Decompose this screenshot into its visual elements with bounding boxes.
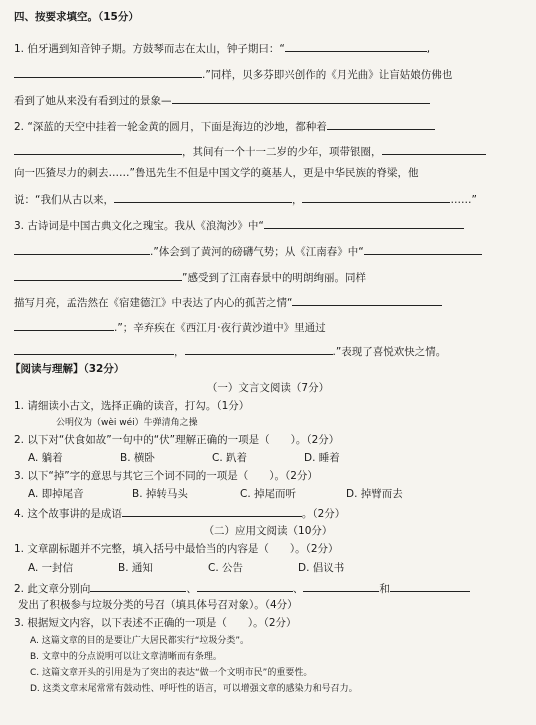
p1-q4-end: 。（2分）: [301, 508, 346, 520]
q2-blank-4[interactable]: [114, 191, 292, 203]
q1-blank-3[interactable]: [172, 92, 430, 104]
p2-q2-blank-2[interactable]: [197, 580, 293, 592]
q3-sep: ，: [174, 346, 185, 358]
p2-q1-option-a[interactable]: A. 一封信: [28, 562, 74, 574]
p1-q2-option-a[interactable]: A. 躺着: [28, 452, 63, 464]
p1-q4-text: 4. 这个故事讲的是成语: [14, 508, 122, 520]
p2-q3-option-b[interactable]: B. 文章中的分点说明可以让文章清晰而有条理。: [30, 652, 222, 662]
q3-line-d: [14, 294, 442, 310]
q2-text-d: 说：“我们从古以来，: [14, 194, 114, 206]
part1-title: （一）文言文阅读（7分）: [206, 382, 330, 394]
p2-q2-sep2: 、: [292, 583, 304, 595]
q2-end: ……”: [450, 194, 477, 206]
reading-header: 【阅读与理解】（32分）: [10, 363, 125, 375]
p1-q3: 3. 以下“掉”字的意思与其它三个词不同的一项是（ ）。（2分）: [14, 470, 318, 482]
q2-blank-5[interactable]: [302, 191, 450, 203]
p1-q1: 1. 请细读小古文，选择正确的读音，打勾。（1分）: [14, 400, 250, 412]
q2-sep: ，: [291, 194, 303, 206]
q3-line-e: [14, 319, 326, 335]
q3-text-d: 描写月亮，孟浩然在《宿建德江》中表达了内心的孤苦之情“: [14, 297, 293, 309]
q3-line-c: [14, 269, 366, 285]
q2-line-c: 向一匹猹尽力的刺去……”鲁迅先生不但是中国文学的奠基人，更是中华民族的脊梁，他: [14, 167, 419, 179]
p1-q2-options: [28, 451, 340, 465]
q1-line-b: [14, 66, 452, 82]
part2-title: （二）应用文阅读（10分）: [203, 525, 333, 537]
q3-blank-1[interactable]: [264, 217, 464, 229]
q2-line-a: [14, 118, 435, 134]
p2-q1-option-c[interactable]: C. 公告: [208, 562, 244, 574]
p1-q3-option-a[interactable]: A. 即掉尾音: [28, 488, 84, 500]
p2-q2-and: 和: [379, 583, 390, 595]
q2-blank-1[interactable]: [327, 118, 435, 130]
p1-q2-option-b[interactable]: B. 横卧: [120, 452, 155, 464]
q1-text-a: 1. 伯牙遇到知音钟子期。方鼓琴而志在太山，钟子期曰：“: [14, 43, 285, 55]
section-header: 四、按要求填空。（15分）: [14, 11, 139, 23]
p1-q2: 2. 以下对“伏食如故”一句中的“伏”理解正确的一项是（ ）。（2分）: [14, 434, 340, 446]
p2-q2-continued: 发出了积极参与垃圾分类的号召（填具体号召对象）。（4分）: [18, 599, 298, 611]
q3-text-e: .”；辛弃疾在《西江月·夜行黄沙道中》里通过: [114, 322, 326, 334]
q3-text-c: ”感受到了江南春景中的明朗绚丽。同样: [182, 272, 366, 284]
p2-q3-option-a[interactable]: A. 这篇文章的目的是要让广大居民都实行“垃圾分类”。: [30, 636, 250, 646]
q1-comma: ,: [426, 43, 431, 55]
q1-line-a: [14, 40, 430, 56]
p1-q3-option-d[interactable]: D. 掉臂而去: [346, 488, 403, 500]
p1-q4: [14, 505, 345, 521]
q1-blank-2[interactable]: [14, 66, 202, 78]
q3-text-b: .”体会到了黄河的磅礴气势；从《江南春》中“: [150, 246, 364, 258]
q3-blank-8[interactable]: [185, 343, 333, 355]
q2-line-b: [14, 143, 486, 159]
p1-q3-option-c[interactable]: C. 掉尾而听: [240, 488, 297, 500]
q1-line-c: [14, 92, 430, 108]
q1-text-c: 看到了她从来没有看到过的景象—: [14, 95, 172, 107]
q2-blank-2[interactable]: [14, 143, 182, 155]
q3-blank-7[interactable]: [14, 343, 174, 355]
p2-q1-option-d[interactable]: D. 倡议书: [298, 562, 345, 574]
p2-q2-text: 2. 此文章分别向: [14, 583, 91, 595]
p2-q2-blank-4[interactable]: [390, 580, 470, 592]
q3-line-a: [14, 217, 464, 233]
q2-blank-3[interactable]: [382, 143, 486, 155]
q1-text-b: .”同样，贝多芬即兴创作的《月光曲》让盲姑娘仿佛也: [202, 69, 453, 81]
p1-q1-sentence: 公明仪为（wèi wéi）牛弹清角之操: [56, 418, 198, 428]
q3-blank-4[interactable]: [14, 269, 182, 281]
p1-q2-option-c[interactable]: C. 趴着: [212, 452, 248, 464]
p2-q2-blank-1[interactable]: [90, 580, 186, 592]
p2-q3-option-d[interactable]: D. 这类文章末尾常常有鼓动性、呼吁性的语言，可以增强文章的感染力和号召力。: [30, 684, 358, 694]
p1-q4-blank[interactable]: [122, 505, 302, 517]
p2-q1-option-b[interactable]: B. 通知: [118, 562, 153, 574]
q2-text-b: ，其间有一个十一二岁的少年，项带银圈，: [182, 146, 382, 158]
q3-blank-2[interactable]: [14, 243, 150, 255]
q3-blank-3[interactable]: [364, 243, 482, 255]
q3-line-f: [14, 343, 446, 359]
q3-blank-5[interactable]: [292, 294, 442, 306]
q2-text-a: 2. “深蓝的天空中挂着一轮金黄的圆月，下面是海边的沙地，都种着: [14, 121, 327, 133]
p2-q3-option-c[interactable]: C. 这篇文章开头的引用是为了突出的表达“做一个文明市民”的重要性。: [30, 668, 313, 678]
q3-text-a: 3. 古诗词是中国古典文化之瑰宝。我从《浪淘沙》中“: [14, 220, 264, 232]
q3-blank-6[interactable]: [14, 319, 114, 331]
q3-text-f: .”表现了喜悦欢快之情。: [332, 346, 447, 358]
p2-q1: 1. 文章副标题并不完整，填入括号中最恰当的内容是（ ）。（2分）: [14, 543, 339, 555]
p2-q2-blank-3[interactable]: [303, 580, 379, 592]
q3-line-b: [14, 243, 482, 259]
p1-q3-option-b[interactable]: B. 掉转马头: [132, 488, 188, 500]
p2-q2: [14, 580, 470, 596]
p1-q2-option-d[interactable]: D. 睡着: [304, 452, 340, 464]
p1-q3-options: [28, 487, 403, 501]
p2-q2-sep1: 、: [186, 583, 197, 595]
q1-blank-1[interactable]: [285, 40, 427, 52]
p2-q1-options: [28, 561, 344, 575]
q2-line-d: [14, 191, 477, 207]
p2-q3: 3. 根据短文内容，以下表述不正确的一项是（ ）。（2分）: [14, 617, 297, 629]
